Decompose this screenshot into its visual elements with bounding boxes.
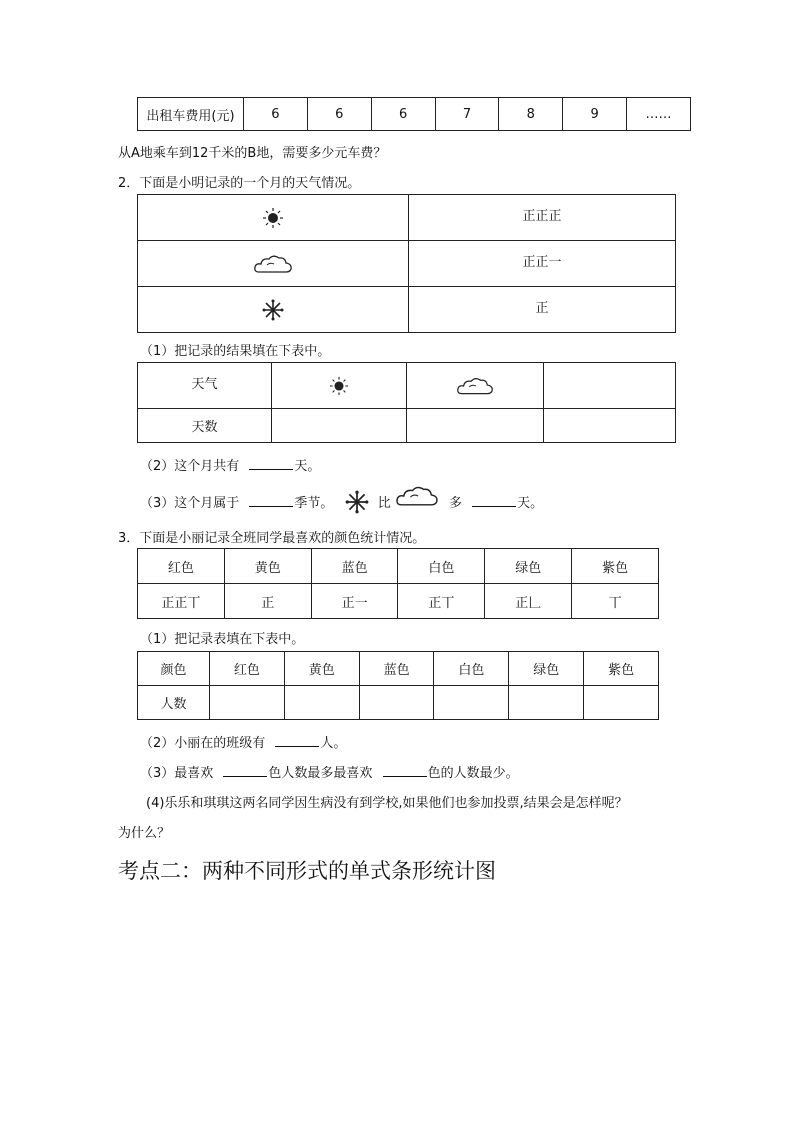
sunny-icon <box>262 210 284 225</box>
fill-row-label: 人数 <box>138 686 210 720</box>
tally-cell: 正丅 <box>398 584 485 619</box>
fare-table-label: 出租车费用(元) <box>138 98 244 131</box>
color-header: 绿色 <box>485 549 572 584</box>
answer-blank[interactable] <box>472 494 516 507</box>
q1-question: 从A地乘车到12千米的B地，需要多少元车费？ <box>118 146 387 161</box>
tally-cell: 正一 <box>311 584 398 619</box>
q3-part2: （2）小丽在的班级有 人。 <box>140 736 347 751</box>
q3-part4-line1: (4)乐乐和琪琪这两名同学因生病没有到学校,如果他们也参加投票,结果会是怎样呢？ <box>146 796 628 811</box>
q2-part2: （2）这个月共有 天。 <box>140 459 321 474</box>
color-header: 紫色 <box>572 549 659 584</box>
count-cell[interactable] <box>210 686 285 720</box>
count-cell[interactable] <box>434 686 509 720</box>
q2-intro: 2．下面是小明记录的一个月的天气情况。 <box>118 176 361 191</box>
color-header: 白色 <box>398 549 485 584</box>
cloudy-icon <box>395 496 443 511</box>
weather-header-cell <box>407 363 544 409</box>
snow-icon <box>261 302 285 317</box>
days-cell[interactable] <box>407 409 544 443</box>
count-cell[interactable] <box>284 686 359 720</box>
color-fill-table <box>137 651 659 720</box>
color-header: 绿色 <box>509 652 584 686</box>
days-cell[interactable] <box>272 409 407 443</box>
fill-header-label: 颜色 <box>138 652 210 686</box>
days-row-label: 天数 <box>138 409 272 443</box>
color-tally-table <box>137 548 659 619</box>
q2-part1: （1）把记录的结果填在下表中。 <box>140 344 331 359</box>
color-header: 白色 <box>434 652 509 686</box>
count-cell[interactable] <box>584 686 659 720</box>
fare-cell: …… <box>627 98 691 131</box>
fare-cell: 8 <box>499 98 563 131</box>
color-header: 蓝色 <box>311 549 398 584</box>
weather-row-label: 天气 <box>138 363 272 409</box>
q3-intro: 3．下面是小丽记录全班同学最喜欢的颜色统计情况。 <box>118 531 426 546</box>
tally-cell: 正正一 <box>409 241 676 287</box>
count-cell[interactable] <box>509 686 584 720</box>
color-header: 紫色 <box>584 652 659 686</box>
tally-cell: 正正正 <box>409 195 676 241</box>
weather-header-cell <box>272 363 407 409</box>
tally-cell: 正 <box>409 287 676 333</box>
fare-cell: 7 <box>435 98 499 131</box>
weather-cell <box>138 241 409 287</box>
answer-blank[interactable] <box>275 734 319 747</box>
fare-cell: 6 <box>371 98 435 131</box>
fare-cell: 9 <box>563 98 627 131</box>
q3-part4-line2: 为什么？ <box>118 826 171 841</box>
fare-cell: 6 <box>244 98 308 131</box>
q3-part3: （3）最喜欢 色人数最多最喜欢 色的人数最少。 <box>140 766 519 781</box>
snow-icon <box>344 496 374 511</box>
cloudy-icon <box>253 256 293 271</box>
color-header: 黄色 <box>224 549 311 584</box>
tally-cell: 正正丅 <box>138 584 225 619</box>
days-cell[interactable] <box>544 409 676 443</box>
weather-fill-table <box>137 362 676 443</box>
count-cell[interactable] <box>359 686 434 720</box>
tally-cell: 正𠃊 <box>485 584 572 619</box>
weather-tally-table <box>137 194 676 333</box>
fare-table <box>137 97 691 131</box>
weather-cell <box>138 195 409 241</box>
answer-blank[interactable] <box>223 764 267 777</box>
color-header: 黄色 <box>284 652 359 686</box>
color-header: 红色 <box>138 549 225 584</box>
sunny-icon <box>329 378 349 393</box>
color-header: 蓝色 <box>359 652 434 686</box>
answer-blank[interactable] <box>249 494 293 507</box>
cloudy-icon <box>456 378 494 393</box>
q3-part1: （1）把记录表填在下表中。 <box>140 632 305 647</box>
fare-cell: 6 <box>307 98 371 131</box>
section-heading: 考点二：两种不同形式的单式条形统计图 <box>118 859 496 883</box>
weather-cell <box>138 287 409 333</box>
q2-part3: （3）这个月属于 季节。 比 多 天。 <box>140 483 543 523</box>
weather-header-cell[interactable] <box>544 363 676 409</box>
tally-cell: 丅 <box>572 584 659 619</box>
color-header: 红色 <box>210 652 285 686</box>
answer-blank[interactable] <box>249 457 293 470</box>
tally-cell: 正 <box>224 584 311 619</box>
answer-blank[interactable] <box>383 764 427 777</box>
